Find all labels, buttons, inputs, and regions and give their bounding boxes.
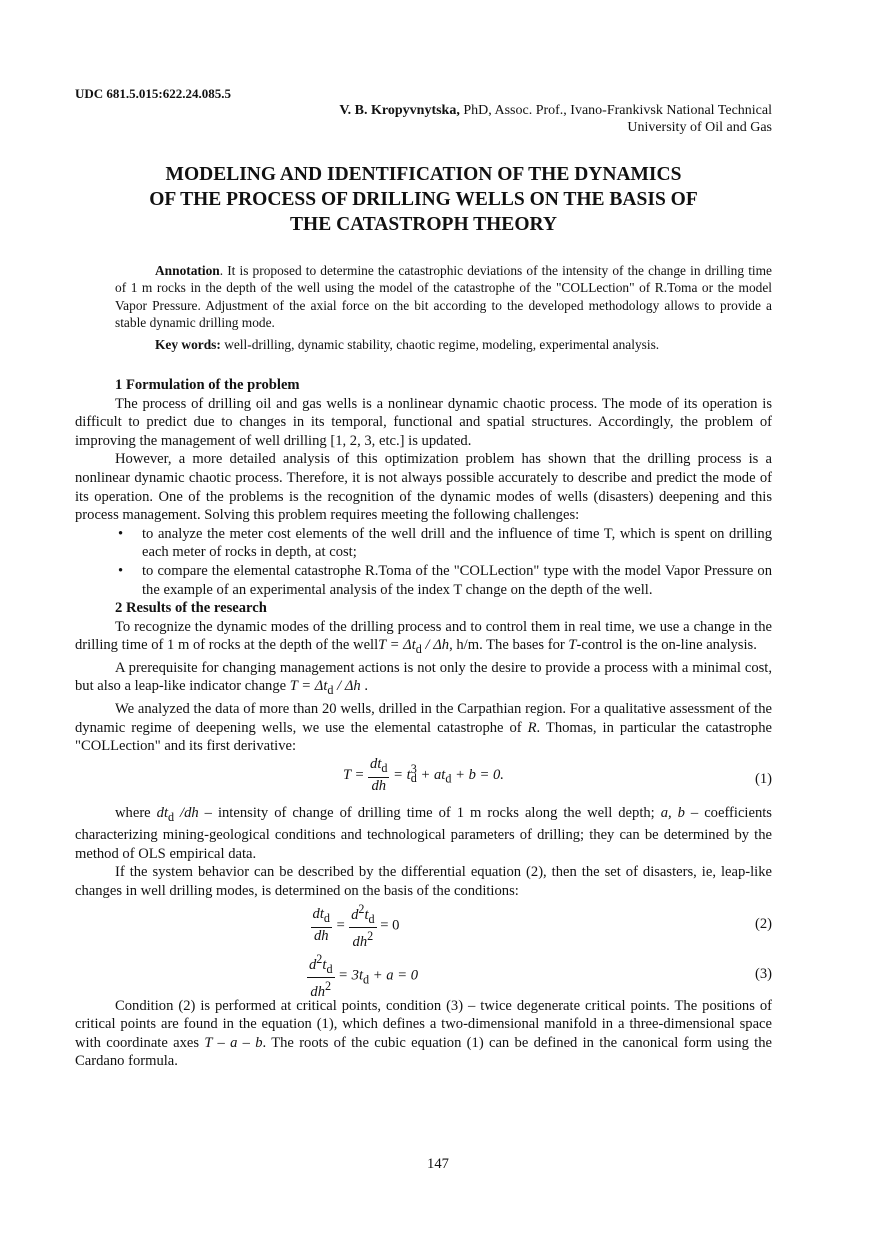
equation-2	[75, 901, 772, 951]
section-1-heading: 1 Formulation of the problem	[115, 377, 300, 393]
equation-3-fraction: $\frac{d^2t_d}{dh^2}$	[309, 951, 333, 1001]
title-line-1: MODELING AND IDENTIFICATION OF THE DYNAMICS	[165, 164, 682, 185]
author-affiliation-line-2: University of Oil and Gas	[627, 120, 772, 135]
keywords-text: well-drilling, dynamic stability, chaotic regime, modeling, experimental analysis.	[220, 337, 660, 353]
section-2-paragraph-1: To recognize the dynamic modes of the drilling process and to control them in real time, we use a change in the drilling time of 1 m of rocks at the depth of the wellT = $\Delta t_d$ / Δh, h/m. The bases for T-control is the on-line analysis.	[75, 618, 772, 657]
equation-2-fraction-1: $\frac{dt_d}{dh}$	[312, 906, 330, 945]
author-block	[212, 102, 772, 136]
author-affiliation: PhD, Assoc. Prof., Ivano-Frankivsk National Technical	[459, 103, 772, 118]
challenge-item-2: • to compare the elemental catastrophe R.Toma of the "COLLection" type with the model Vapor Pressure on the example of an experimental analysis of the index T change on the depth of the well.	[142, 562, 772, 599]
equation-1-expression: T = $\frac{dt_d}{dh}$ = $t_d^3 + at_d + b = 0$.	[343, 755, 504, 794]
section-2-paragraph-3: We analyzed the data of more than 20 wells, drilled in the Carpathian region. For a qualitative assessment of the dynamic regime of deepening wells, we use the elemental catastrophe of R. Thomas, in particular the catastrophe "COLLection" and its first derivative:	[75, 700, 772, 755]
annotation-block	[115, 262, 772, 353]
annotation-text: . It is proposed to determine the catastrophic deviations of the intensity of the change in drilling time of 1 m rocks in the depth of the well using the model of the catastrophe of the "COLLection" of R.Toma or the model Vapor Pressure. Adjustment of the axial force on the bit according to the developed methodology allows to provide a stable dynamic drilling mode.	[115, 263, 772, 330]
keywords-label: Key words:	[155, 337, 221, 353]
udc-code: UDC 681.5.015:622.24.085.5	[75, 86, 231, 101]
equation-3-expression: $\frac{d^2t_d}{dh^2}$ = $3t_d + a = 0$	[309, 951, 418, 1001]
equation-2-label: (2)	[754, 915, 772, 932]
annotation-label: Annotation	[155, 263, 220, 278]
author-line-1	[212, 102, 772, 119]
equation-1-fraction: $\frac{dt_d}{dh}$	[370, 755, 388, 794]
title-line-2: OF THE PROCESS OF DRILLING WELLS ON THE BASIS OF	[149, 189, 698, 210]
section-1-paragraph-2: However, a more detailed analysis of this optimization problem has shown that the drilling process is a nonlinear dynamic chaotic process. Therefore, it is not always possible accurately to describe and predict the mode of its operation. One of the problems is the recognition of the dynamic modes of wells (disasters) deepening and this process management. Solving this problem requires meeting the following challenges:	[75, 451, 772, 524]
section-2-paragraph-6: Condition (2) is performed at critical points, condition (3) – twice degenerate critical points. The positions of critical points are found in the equation (1), which defines a two-dimensional manifold in a three-dimensional space with coordinate axes T – a – b. The roots of the cubic equation (1) can be defined in the canonical form using the Cardano formula.	[75, 997, 772, 1070]
section-2-heading: 2 Results of the research	[115, 600, 267, 617]
section-1-paragraph-1: The process of drilling oil and gas wells is a nonlinear dynamic chaotic process. The mode of its operation is difficult to predict due to changes in its temporal, functional and spatial structures. Accordingly, the problem of improving the management of well drilling [1, 2, 3, etc.] is updated.	[75, 395, 772, 449]
title-line-3: THE CATASTROPH THEORY	[290, 214, 557, 235]
section-2-paragraph-5: If the system behavior can be described by the differential equation (2), then the set of disasters, ie, leap-like changes in well drilling modes, is determined on the basis of the conditions:	[75, 864, 772, 899]
challenge-item-1: • to analyze the meter cost elements of the well drill and the influence of time T, which is spent on drilling each meter of rocks in depth, at cost;	[142, 525, 772, 562]
equation-1-label: (1)	[754, 770, 772, 787]
section-2-paragraph-2: A prerequisite for changing management actions is not only the desire to provide a process with a minimal cost, but also a leap-like indicator change $T = \Delta t_d / \Delta h$ .	[75, 659, 772, 698]
page-number: 147	[427, 1156, 449, 1172]
main-body	[75, 376, 772, 1071]
equation-2-fraction-2: $\frac{d^2t_d}{dh^2}$	[351, 901, 375, 951]
equation-3	[75, 951, 772, 1001]
author-name: V. B. Kropyvnytska,	[339, 103, 460, 118]
annotation-paragraph	[115, 262, 772, 331]
equation-2-expression: $\frac{dt_d}{dh}$ = $\frac{d^2t_d}{dh^2}$ = 0	[312, 901, 400, 951]
inline-formula-1: $T = \Delta t_d / \Delta h$	[378, 637, 450, 657]
keywords-paragraph	[115, 336, 772, 353]
equation-3-label: (3)	[754, 965, 772, 982]
equation-1	[75, 756, 772, 804]
paper-title	[75, 162, 772, 237]
section-2-paragraph-4: where $dt_d$ /dh – intensity of change of drilling time of 1 m rocks along the well depth; a, b – coefficients characterizing mining-geological conditions and technological parameters of drilling; they can be determined by the method of OLS empirical data.	[75, 804, 772, 862]
challenges-list	[75, 525, 772, 599]
inline-formula-2: $T = \Delta t_d / \Delta h$	[289, 678, 361, 698]
